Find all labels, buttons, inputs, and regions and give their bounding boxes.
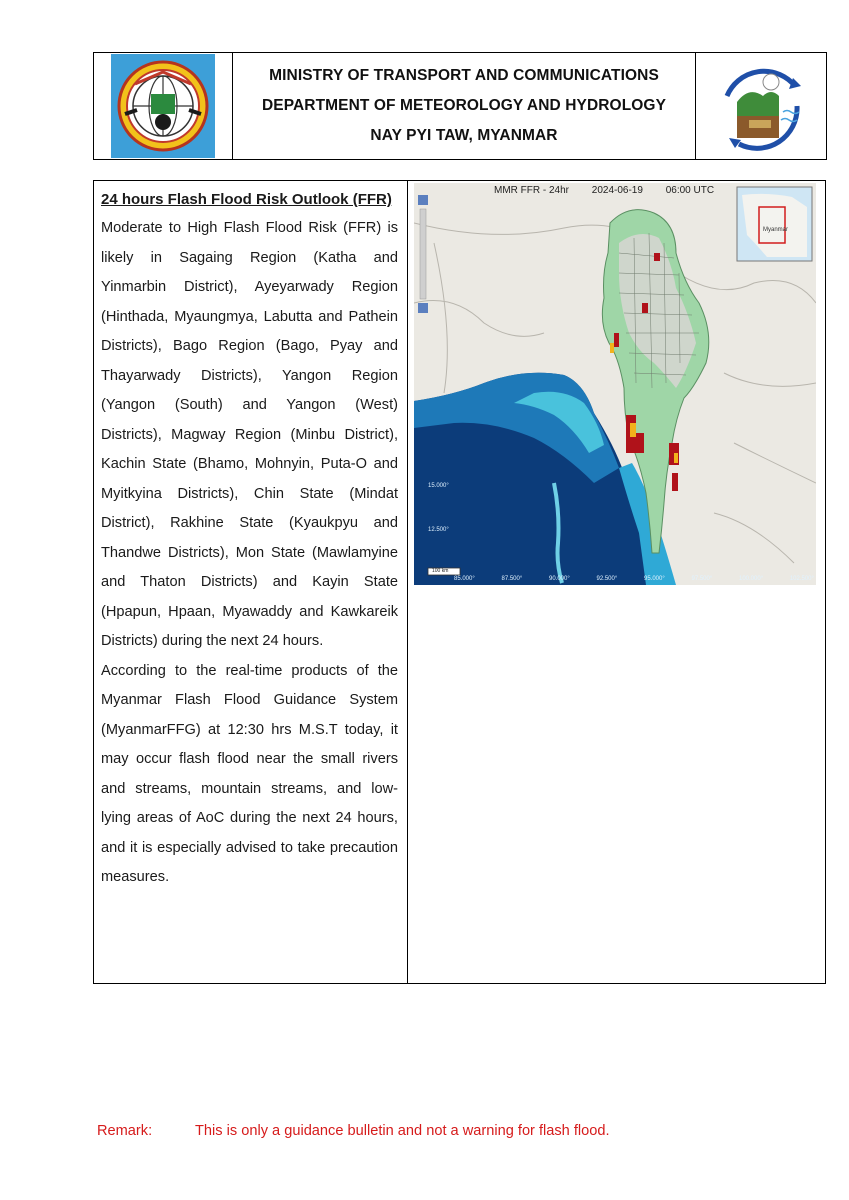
ffr-map-graphic bbox=[414, 183, 816, 585]
outlook-title: 24 hours Flash Flood Risk Outlook (FFR) bbox=[101, 191, 392, 208]
overview-inset bbox=[737, 187, 812, 261]
department-name: DEPARTMENT OF METEOROLOGY AND HYDROLOGY bbox=[261, 97, 667, 114]
map-title bbox=[494, 185, 734, 196]
lon-label: 97.500° bbox=[691, 576, 713, 582]
scale-bar-label: 100 km bbox=[432, 568, 449, 574]
remark-line bbox=[97, 1123, 610, 1139]
lon-label: 102.500° bbox=[789, 576, 814, 582]
inset-map-label: Myanmar bbox=[763, 227, 789, 233]
longitude-labels bbox=[454, 576, 814, 582]
ministry-logo-cell bbox=[94, 53, 233, 159]
risk-areas-paragraph: Moderate to High Flash Flood Risk (FFR) is likely in Sagaing Region (Katha and Yinmarbin District), Ayeyarwady Region (Hinthada, Myaungmya, Labutta and Pathein Districts), Bago Region (Bago, Pyay and Thayarwady Districts), Yangon Region (Yangon (South) and Yangon (West) Districts), Magway Region (Minbu District), Kachin State (Bhamo, Mohnyin, Puta-O and Myitkyina Districts), Chin State (Mindat District), Rakhine State (Kyaukpyu and Thandwe Districts), Mon State (Mawlamyine and Thaton Districts) and Kayin State (Hpapun, Hpaan, Myawaddy and Kawkareik Districts) during the next 24 hours. bbox=[101, 220, 398, 649]
department-logo-cell bbox=[695, 53, 826, 159]
hydrological-cycle-icon bbox=[709, 56, 813, 156]
bulletin-body bbox=[93, 180, 826, 984]
header-titles bbox=[233, 53, 695, 159]
ministry-name: MINISTRY OF TRANSPORT AND COMMUNICATIONS bbox=[269, 67, 659, 84]
location-line: NAY PYI TAW, MYANMAR bbox=[370, 127, 558, 144]
ministry-emblem-icon bbox=[111, 54, 215, 158]
lon-label: 92.500° bbox=[596, 576, 618, 582]
lat-label-12-5: 12.500° bbox=[428, 527, 449, 533]
remark-text: This is only a guidance bulletin and not a warning for flash flood. bbox=[195, 1123, 610, 1139]
lon-label: 85.000° bbox=[454, 576, 475, 582]
lon-label: 87.500° bbox=[501, 576, 523, 582]
lon-label: 90.000° bbox=[549, 576, 570, 582]
map-product-label: MMR FFR - 24hr bbox=[494, 185, 569, 196]
outlook-text-cell bbox=[94, 181, 408, 983]
lat-label-15: 15.000° bbox=[428, 483, 449, 489]
ffr-map[interactable] bbox=[414, 183, 816, 585]
map-time-label: 06:00 UTC bbox=[665, 185, 715, 196]
guidance-paragraph: According to the real-time products of the Myanmar Flash Flood Guidance System (MyanmarFFG) at 12:30 hrs M.S.T today, it may occur flash flood near the small rivers and streams, mountain streams, and low-lying areas of AoC during the next 24 hours, and it is especially advised to take precaution measures. bbox=[101, 662, 398, 885]
lon-label: 95.000° bbox=[644, 576, 665, 582]
lon-label: 100.000° bbox=[739, 576, 764, 582]
remark-label: Remark: bbox=[97, 1123, 153, 1139]
map-date-label: 2024-06-19 bbox=[591, 185, 643, 196]
map-cell bbox=[408, 181, 825, 983]
letterhead bbox=[93, 52, 827, 160]
